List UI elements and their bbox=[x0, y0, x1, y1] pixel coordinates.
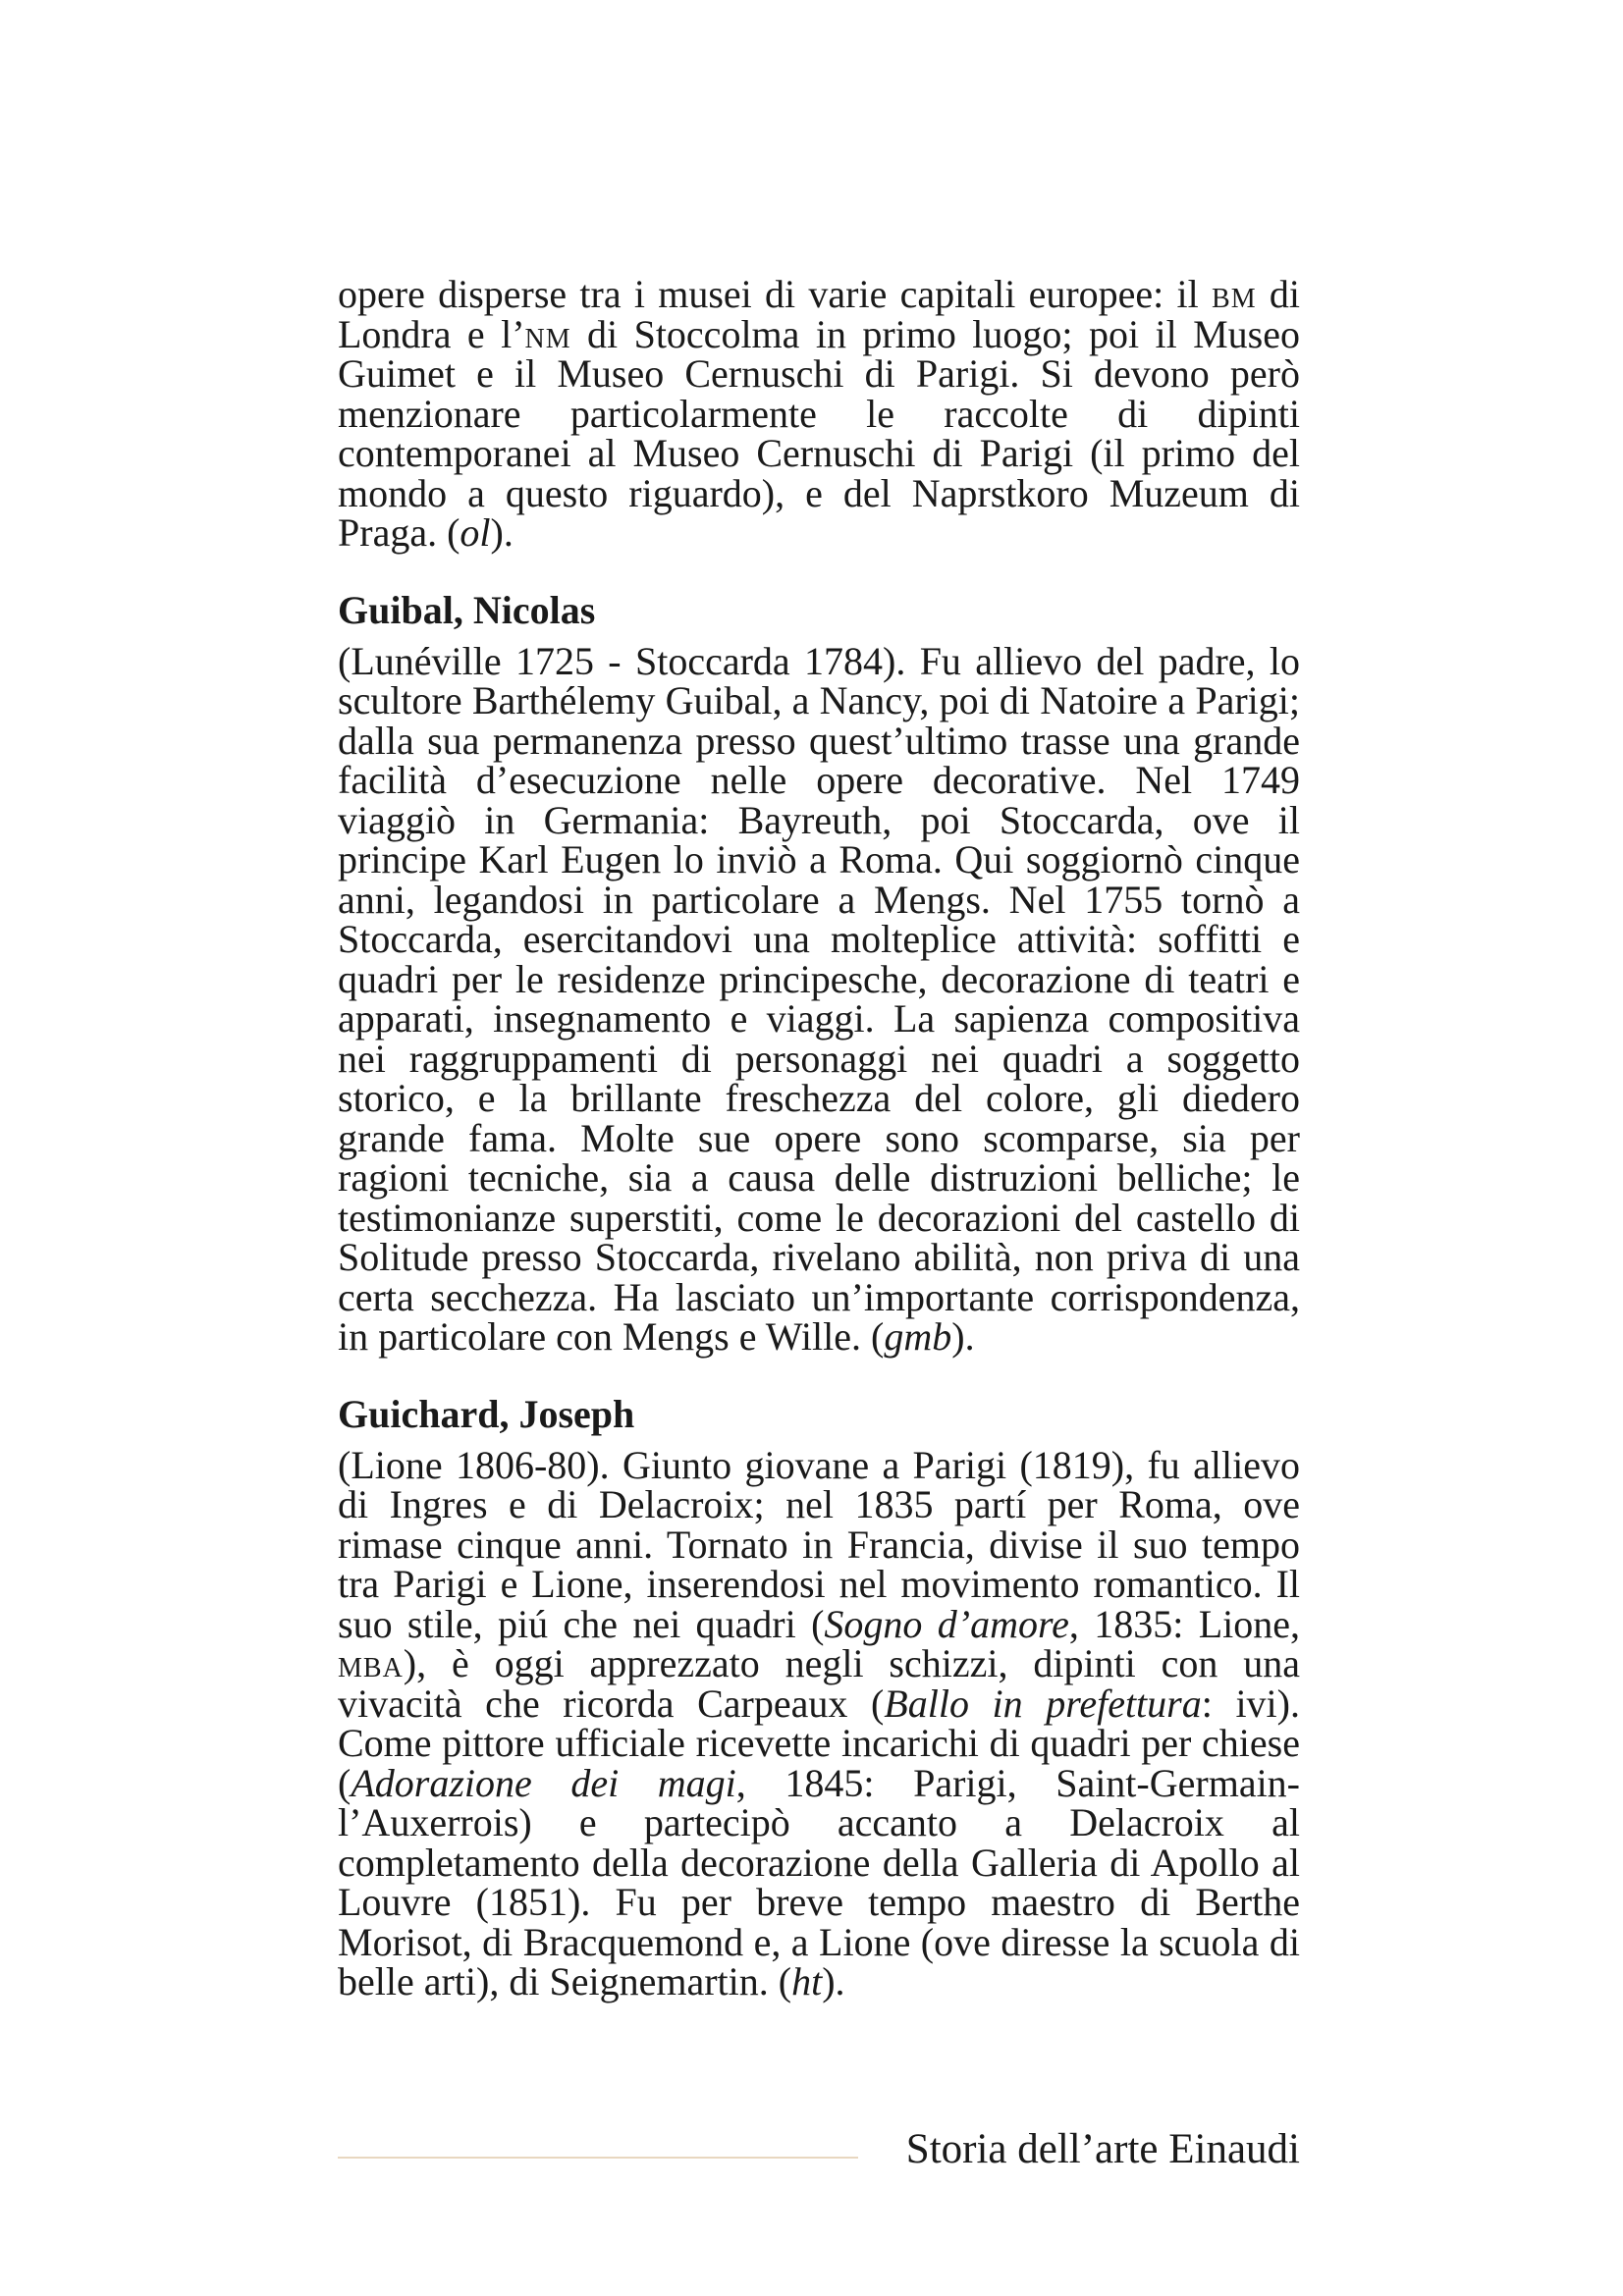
entry-body-text: (Lunéville 1725 - Stoccarda 1784). Fu allievo del padre, lo scultore Barthélemy Guibal, a Nancy, poi di Natoire a Parigi; dalla sua permanenza presso quest’ultimo trasse una grande facilità d’esecuzione nelle opere decorative. Nel 1749 viaggiò in Germania: Bayreuth, poi Stoccarda, ove il principe Karl Eugen lo inviò a Roma. Qui soggiornò cinque anni, legandosi in particolare a Mengs. Nel 1755 tornò a Stoccarda, esercitandovi una molteplice attività: soffitti e quadri per le residenze principesche, decorazione di teatri e apparati, insegnamento e viaggi. La sapienza compositiva nei raggruppamenti di personaggi nei quadri a soggetto storico, e la brillante freschezza del colore, gli diedero grande fama. Molte sue opere sono scomparse, sia per ragioni tecniche, sia a causa delle distruzioni belliche; le testimonianze superstiti, come le decorazioni del castello di Solitude presso Stoccarda, rivelano abilità, non priva di una certa secchezza. Ha lasciato un’importante corrispondenza, in particolare con Mengs e Wille. ( bbox=[338, 638, 1300, 1359]
entry-author-initials: ht bbox=[791, 1959, 823, 2003]
intro-text-4: ). bbox=[490, 510, 514, 555]
entry-author-initials: gmb bbox=[884, 1314, 952, 1359]
intro-text-2: di Londra e l’ bbox=[338, 272, 1300, 356]
entry-guibal bbox=[338, 589, 1300, 1358]
entry-body bbox=[338, 1442, 1300, 2003]
artwork-title: Ballo in prefettura bbox=[884, 1681, 1202, 1726]
entry-body-text: , 1845: Parigi, Saint-Germain-l’Auxerrois) e partecipò accanto a Delacroix al completamento della decorazione della Galleria di Apollo al Louvre (1851). Fu per breve tempo maestro di Berthe Morisot, di Bracquemond e, a Lione (ove diresse la scuola di belle arti), di Seignemartin. ( bbox=[338, 1760, 1300, 2003]
intro-text-1: opere disperse tra i musei di varie capitali europee: il bbox=[338, 272, 1213, 316]
entry-title: Guibal, Nicolas bbox=[338, 587, 596, 632]
entry-body-text: : ivi). Come pittore ufficiale ricevette incarichi di quadri per chiese ( bbox=[338, 1681, 1300, 1805]
footer-publication-title: Storia dell’arte Einaudi bbox=[905, 2126, 1300, 2172]
entry-guichard bbox=[338, 1393, 1300, 2002]
entry-body bbox=[338, 638, 1300, 1359]
artwork-title: Adorazione dei magi bbox=[351, 1760, 736, 1805]
entry-title: Guichard, Joseph bbox=[338, 1391, 635, 1436]
intro-author-initials: ol bbox=[460, 510, 491, 555]
entry-body-text: , 1835: Lione, bbox=[1068, 1601, 1300, 1646]
page-footer bbox=[338, 2120, 1300, 2179]
artwork-title: Sogno d’amore bbox=[824, 1601, 1069, 1646]
page-body bbox=[338, 272, 1300, 2003]
entry-body-text: (Lione 1806-80). Giunto giovane a Parigi (1819), fu allievo di Ingres e di Delacroix; nel 1835 partí per Roma, ove rimase cinque anni. Tornato in Francia, divise il suo tempo tra Parigi e Lione, inserendosi nel movimento romantico. Il suo stile, piú che nei quadri ( bbox=[338, 1442, 1300, 1646]
abbr-bm: bm bbox=[1212, 272, 1257, 316]
footer-rule bbox=[338, 2157, 858, 2159]
entry-body-end: ). bbox=[951, 1314, 975, 1359]
intro-text-3: di Stoccolma in primo luogo; poi il Museo Guimet e il Museo Cernuschi di Parigi. Si devono però menzionare particolarmente le raccolte di dipinti contemporanei al Museo Cernuschi di Parigi (il primo del mondo a questo riguardo), e del Naprstkoro Muzeum di Praga. ( bbox=[338, 311, 1300, 555]
intro-paragraph bbox=[338, 272, 1300, 555]
abbr-mba: mba bbox=[338, 1641, 404, 1685]
abbr-nm: nm bbox=[524, 311, 571, 356]
entry-body-end: ). bbox=[822, 1959, 845, 2003]
entry-body-text: ), è oggi apprezzato negli schizzi, dipinti con una vivacità che ricorda Carpeaux ( bbox=[338, 1641, 1300, 1726]
